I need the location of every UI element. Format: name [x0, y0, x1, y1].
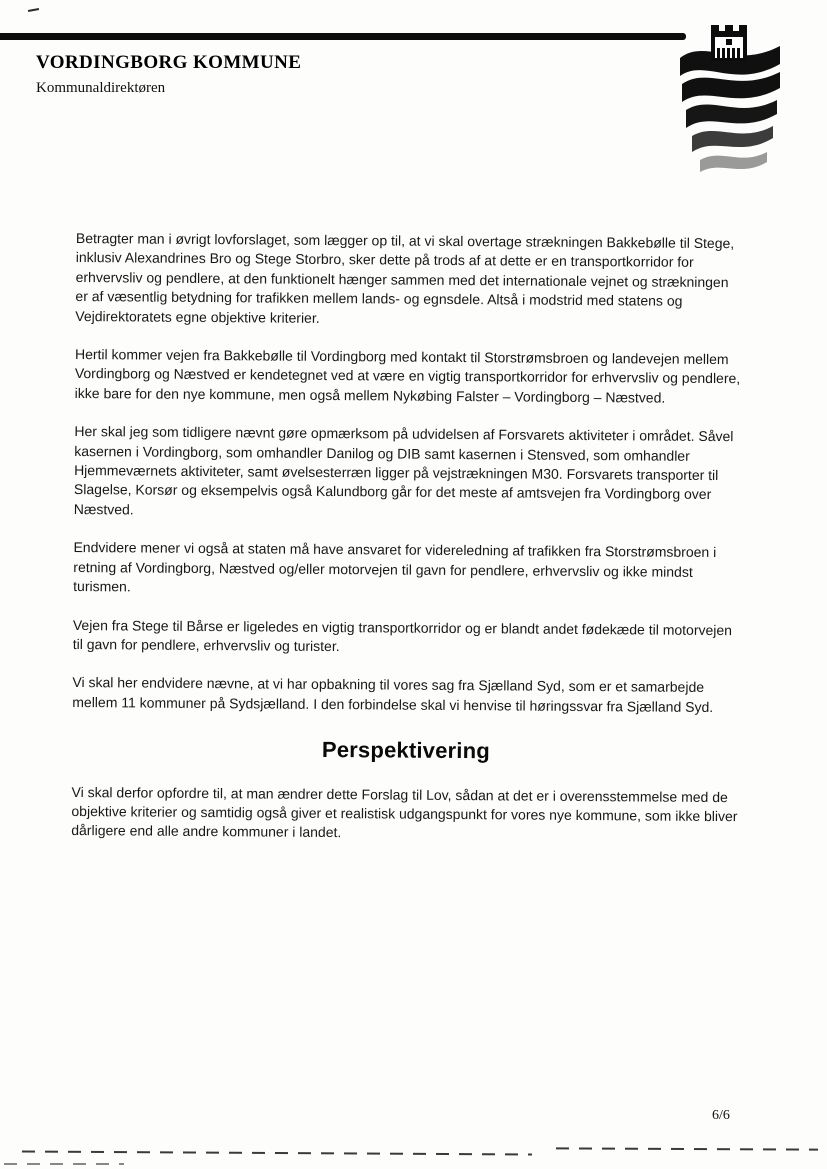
organization-name: VORDINGBORG KOMMUNE	[36, 52, 302, 73]
scan-artifact	[28, 8, 39, 12]
body-paragraph-1: Betragter man i øvrigt lovforslaget, som lægger op til, at vi skal overtage strækningen Bakkebølle til Stege, inklusiv Alexandrines Bro og Stege Storbro, sker dette på trods af at dette er en transportkorridor for erhvervsliv og pendlere, at den funktionelt hænger sammen med det internationale vejnet og strækningen er af væsentlig betydning for trafikken mellem lands- og egnsdele. Altså i modstrid med statens og Vejdirektoratets egne objektive kriterier.	[75, 229, 735, 326]
scan-artifact	[22, 1150, 532, 1155]
body-paragraph-2: Hertil kommer vejen fra Bakkebølle til Vordingborg med kontakt til Storstrømsbroen og landevejen mellem Vordingborg og Næstved er kendetegnet ved at være en vigtig transportkorridor for erhvervsliv og pendlere, ikke bare for den nye kommune, men også mellem Nykøbing Falster – Vordingborg – Næstved.	[74, 346, 741, 406]
scan-artifact	[4, 1163, 124, 1165]
body-paragraph-6: Vi skal her endvidere nævne, at vi har opbakning til vores sag fra Sjælland Syd, som er et samarbejde mellem 11 kommuner på Sydsjælland. I den forbindelse skal vi henvise til høringssvar fra Sjælland Syd.	[72, 674, 714, 715]
body-paragraph-4: Endvidere mener vi også at staten må have ansvaret for videreledning af trafikken fra Storstrømsbroen i retning af Vordingborg, Næstved og/eller motorvejen til gavn for pendlere, erhvervsliv og ikke mindst turismen.	[73, 539, 717, 595]
scan-artifact	[556, 1147, 818, 1150]
body-paragraph-3: Her skal jeg som tidligere nævnt gøre opmærksom på udvidelsen af Forsvarets aktiviteter i området. Såvel kasernen i Vordingborg, som omhandler Danilog og DIB samt kasernen i Stensved, som omhandler Hjemmeværnets aktiviteter, samt øvelsesterræn ligger på vejstrækningen M30. Forsvarets transporter til Slagelse, Korsør og eksempelvis også Kalundborg går for det meste af amtsvejen fra Vordingborg over Næstved.	[73, 423, 734, 518]
section-heading: Perspektivering	[321, 737, 491, 764]
closing-paragraph: Vi skal derfor opfordre til, at man ændrer dette Forslag til Lov, sådan at det er i overensstemmelse med de objektive kriterier og samtidig også giver et realistisk udgangspunkt for vores nye kommune, som ikke bliver dårligere end alle andre kommuner i landet.	[71, 783, 738, 841]
page-number: 6/6	[712, 1108, 730, 1123]
letter-body	[71, 229, 744, 865]
tower-crest	[711, 25, 747, 61]
letterhead	[36, 52, 301, 97]
header-rule	[0, 33, 686, 40]
vordingborg-crest-waves-logo-icon	[678, 24, 782, 192]
body-paragraph-5: Vejen fra Stege til Bårse er ligeledes en vigtig transportkorridor og er blandt andet fødekæde til motorvejen til gavn for pendlere, erhvervsliv og turister.	[72, 616, 733, 654]
department-name: Kommunaldirektøren	[36, 80, 166, 96]
